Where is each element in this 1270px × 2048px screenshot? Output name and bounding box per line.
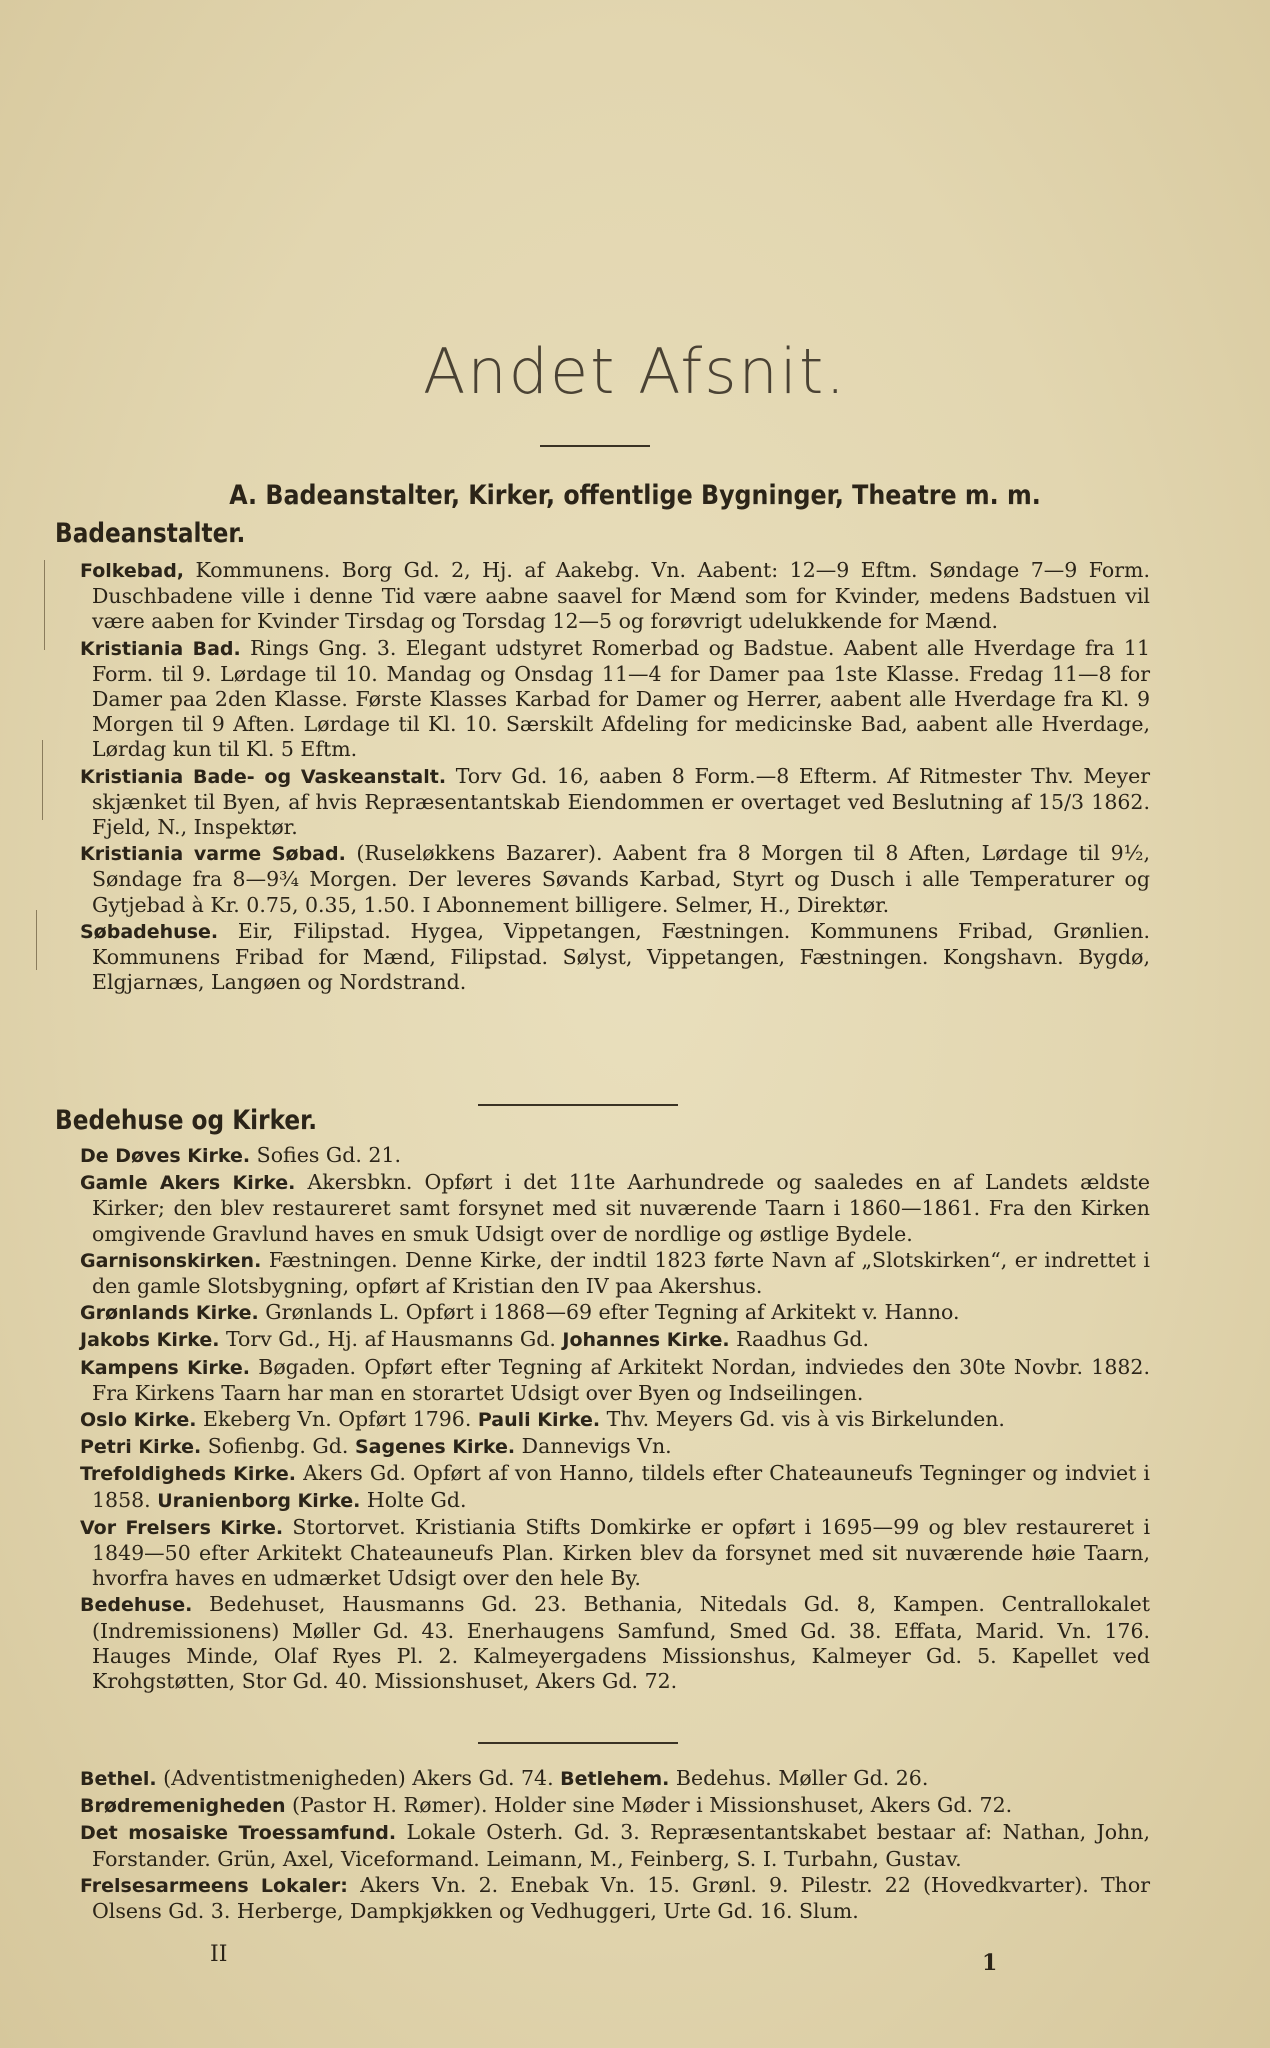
entry-name: Det mosaiske Troessamfund. (80, 1822, 397, 1845)
entry-text: Bedehuset, Hausmanns Gd. 23. Bethania, Nitedals Gd. 8, Kampen. Centrallokalet (Indremissionens) Møller Gd. 43. Enerhaugens Samfund, Smed Gd. 38. Effata, Marid. Vn. 176. Hauges Minde, Olaf Ryes Pl. 2. Kalmeyergadens Missionshus, Kalmeyer Gd. 5. Kapellet ved Krohgstøtten, Stor Gd. 40. Missionshuset, Akers Gd. 72. (92, 1592, 1150, 1694)
entry (80, 1300, 1150, 1326)
entry-text: (Ruseløkkens Bazarer). Aabent fra 8 Morgen til 8 Aften, Lørdage til 9½, Søndage fra 8—9¾ Morgen. Der leveres Søvands Karbad, Styrt og Dusch i alle Temperaturer og Gytjebad à Kr. 0.75, 0.35, 1.50. I Abonnement billigere. Selmer, H., Direktør. (92, 841, 1150, 917)
page-number: 1 (982, 1950, 998, 1976)
entry-text: Torv Gd. 16, aaben 8 Form.—8 Efterm. Af Ritmester Thv. Meyer skjænket til Byen, af hvis Repræsentantskab Eiendommen er overtaget ved Beslutning af 15/3 1862. Fjeld, N., Inspektør. (92, 763, 1151, 840)
entry-text: (Pastor H. Rømer). Holder sine Møder i Missionshuset, Akers Gd. 72. (285, 1793, 1013, 1818)
entry-name: Vor Frelsers Kirke. (80, 1516, 284, 1539)
entry (80, 841, 1150, 918)
entry-name: Grønlands Kirke. (80, 1302, 259, 1325)
entry (80, 1143, 1150, 1169)
entry-text: Fæstningen. Denne Kirke, der indtil 1823 førte Navn af „Slotskirken“, er indrettet i den gamle Slotsbygning, opført af Kristian den IV paa Akershus. (92, 1247, 1150, 1299)
entry-text: Dannevigs Vn. (515, 1434, 672, 1459)
entry-name: Brødremenigheden (80, 1795, 286, 1818)
entry-name: Johannes Kirke. (562, 1329, 730, 1352)
entry-text: Thv. Meyers Gd. vis à vis Birkelunden. (600, 1407, 1005, 1432)
entry (80, 1327, 1150, 1353)
entry-name: Garnisonskirken. (80, 1249, 262, 1272)
subsection-heading-badeanstalter: Badeanstalter. (55, 518, 246, 549)
entry (80, 1407, 1150, 1433)
margin-pencil-mark (44, 560, 45, 650)
entry-text: Torv Gd., Hj. af Hausmanns Gd. (219, 1327, 556, 1352)
entry-name: Kampens Kirke. (80, 1356, 250, 1379)
entry (80, 1434, 1150, 1460)
entry-text: Sofienbg. Gd. (201, 1434, 349, 1459)
entry-text: Kommunens. Borg Gd. 2, Hj. af Aakebg. Vn. Aabent: 12—9 Eftm. Søndage 7—9 Form. Duschbadene ville i denne Tid være aabne saavel for Mænd som for Kvinder, medens Badstuen vil være aaben for Kvinder Tirsdag og Torsdag 12—5 og forøvrigt udelukkende for Mænd. (92, 558, 1150, 634)
entry-name: De Døves Kirke. (80, 1145, 251, 1167)
entry-text: Akers Vn. 2. Enebak Vn. 15. Grønl. 9. Pilestr. 22 (Hovedkvarter). Thor Olsens Gd. 3. Herberge, Dampkjøkken og Vedhuggeri, Urte Gd. 16. Slum. (92, 1872, 1150, 1924)
entry-text: Lokale Osterh. Gd. 3. Repræsentantskabet bestaar af: Nathan, John, Forstander. Grün, Axel, Viceformand. Leimann, M., Feinberg, S. I. Turbahn, Gustav. (92, 1820, 1150, 1871)
section-title: A. Badeanstalter, Kirker, offentlige Bygninger, Theatre m. m. (229, 480, 1041, 511)
entry-name: Trefoldigheds Kirke. (80, 1463, 297, 1486)
entry-text: Akersbkn. Opført i det 11te Aarhundrede og saaledes en af Landets ældste Kirker; den blev restaureret samt forsynet med sit nuværende Taarn i 1860—1861. Fra den Kirken omgivende Gravlund haves en smuk Udsigt over de nordlige og østlige Bydele. (92, 1170, 1150, 1246)
entry (80, 1793, 1150, 1819)
entry-text: Sofies Gd. 21. (250, 1143, 402, 1167)
entry-text: Akers Gd. Opført af von Hanno, tildels efter Chateauneufs Tegninger og indviet i 1858. (92, 1461, 1150, 1512)
entry (80, 1820, 1150, 1871)
entry (80, 636, 1150, 763)
entry-text: (Adventistmenigheden) Akers Gd. 74. (156, 1766, 554, 1790)
entry-text: Stortorvet. Kristiania Stifts Domkirke er opført i 1695—99 og blev restaureret i 1849—50 efter Arkitekt Chateauneufs Plan. Kirken blev da forsynet med sit nuværende høie Taarn, hvorfra haves en udmærket Udsigt over den hele By. (92, 1514, 1151, 1591)
kirker-list (80, 1143, 1150, 1695)
part-title: Andet Afsnit. (422, 335, 848, 408)
entry-name: Bethel. (80, 1768, 157, 1790)
entry-text: Grønlands L. Opført i 1868—69 efter Tegning af Arkitekt v. Hanno. (258, 1300, 960, 1325)
entry-name: Oslo Kirke. (80, 1409, 197, 1432)
entry-text: Eir, Filipstad. Hygea, Vippetangen, Fæstningen. Kommunens Fribad, Grønlien. Kommunens Fribad for Mænd, Filipstad. Sølyst, Vippetangen, Fæstningen. Kongshavn. Bygdø, Elgjarnæs, Langøen og Nordstrand. (92, 918, 1150, 995)
entry-text: Raadhus Gd. (729, 1327, 870, 1352)
entry-name: Frelsesarmeens Lokaler: (80, 1874, 348, 1897)
entry-name: Kristiania Bad. (80, 637, 241, 660)
samfund-list (80, 1766, 1150, 1925)
signature-mark: II (210, 1942, 228, 1967)
entry-name: Gamle Akers Kirke. (80, 1172, 296, 1195)
entry (80, 1515, 1150, 1592)
margin-pencil-mark (42, 740, 43, 820)
entry (80, 1170, 1150, 1247)
entry (80, 919, 1150, 996)
entry-text: Bedehus. Møller Gd. 26. (669, 1766, 929, 1790)
entry (80, 1766, 1150, 1792)
entry-name: Kristiania Bade- og Vaskeanstalt. (80, 765, 447, 788)
badeanstalter-list (80, 558, 1150, 996)
title-rule (540, 445, 650, 447)
entry-name: Petri Kirke. (80, 1436, 202, 1459)
entry-name: Kristiania varme Søbad. (80, 843, 346, 866)
entry-name: Søbadehuse. (80, 920, 219, 943)
entry-text: Rings Gng. 3. Elegant udstyret Romerbad og Badstue. Aabent alle Hverdage fra 11 Form. til 9. Lørdage til 10. Mandag og Onsdag 11—4 for Damer paa 1ste Klasse. Fredag 11—8 for Damer paa 2den Klasse. Første Klasses Karbad for Damer og Herrer, aabent alle Hverdage fra Kl. 9 Morgen til 9 Aften. Lørdage til Kl. 10. Særskilt Afdeling for medicinske Bad, aabent alle Hverdage, Lørdag kun til Kl. 5 Eftm. (92, 635, 1150, 762)
section-divider (478, 1742, 678, 1744)
entry-text: Holte Gd. (360, 1487, 467, 1512)
entry (80, 1461, 1150, 1513)
entry-name: Sagenes Kirke. (354, 1436, 516, 1459)
entry (80, 764, 1150, 841)
margin-pencil-mark (36, 910, 37, 970)
entry (80, 1592, 1150, 1694)
entry (80, 1873, 1150, 1924)
entry-text: Bøgaden. Opført efter Tegning af Arkitekt Nordan, indviedes den 30te Novbr. 1882. Fra Kirkens Taarn har man en storartet Udsigt over Byen og Indseilingen. (92, 1354, 1150, 1405)
entry (80, 1355, 1150, 1406)
entry-name: Bedehuse. (80, 1594, 193, 1617)
entry-name: Pauli Kirke. (477, 1409, 601, 1432)
entry-name: Jakobs Kirke. (80, 1329, 220, 1352)
subsection-heading-kirker: Bedehuse og Kirker. (55, 1105, 318, 1136)
entry-name: Uranienborg Kirke. (157, 1489, 361, 1512)
section-divider (478, 1104, 678, 1106)
entry-text: Ekeberg Vn. Opført 1796. (196, 1407, 472, 1432)
entry-name: Folkebad, (80, 560, 185, 582)
entry (80, 558, 1150, 635)
entry (80, 1248, 1150, 1299)
entry-name: Betlehem. (560, 1768, 670, 1790)
